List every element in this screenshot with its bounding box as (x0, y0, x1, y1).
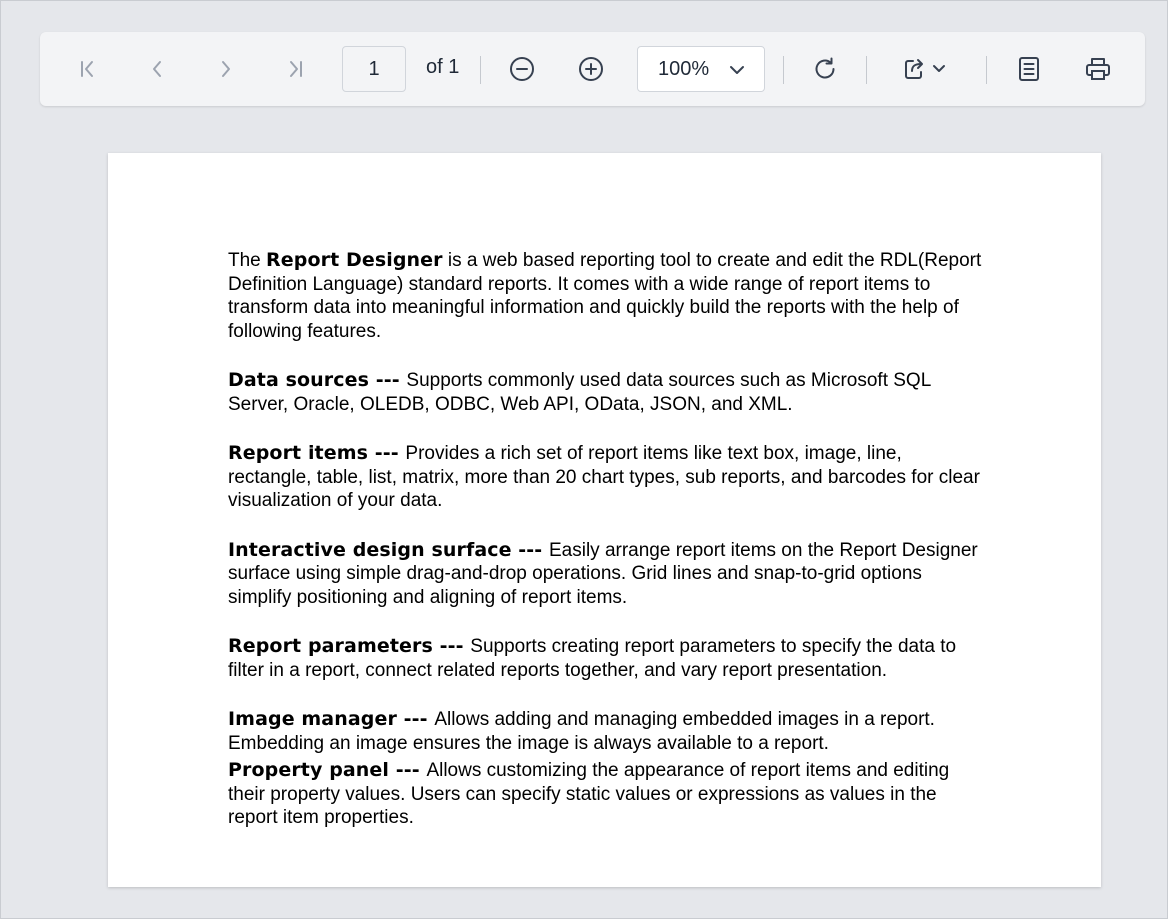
intro-text: The (228, 250, 267, 271)
feature-separator: --- (396, 708, 435, 730)
intro-bold: Report Designer (266, 249, 443, 271)
zoom-out-button[interactable] (506, 53, 538, 85)
toolbar-separator (480, 56, 481, 84)
feature-separator: --- (511, 538, 549, 561)
page-count-label: of 1 (426, 56, 460, 78)
feature-paragraph (228, 759, 988, 830)
toolbar-separator (866, 56, 867, 84)
zoom-in-icon (578, 56, 604, 82)
feature-paragraph (228, 539, 988, 610)
feature-title: Data sources (228, 369, 370, 391)
toolbar-separator (783, 56, 784, 84)
intro-paragraph (228, 249, 988, 343)
zoom-in-button[interactable] (575, 53, 607, 85)
previous-page-icon (146, 58, 168, 80)
feature-separator: --- (432, 635, 471, 657)
zoom-out-icon (509, 56, 535, 82)
previous-page-button[interactable] (141, 53, 173, 85)
feature-paragraph (228, 635, 988, 682)
chevron-down-icon (931, 61, 947, 77)
zoom-dropdown[interactable] (637, 46, 765, 92)
feature-title: Interactive design surface (228, 538, 512, 561)
intro-text: is a web based reporting tool to create and edit the RDL(Report Definition Language) standard reports. It comes with a wide range of report items to transform data into meaningful information and quickly build the reports with the help of following features. (228, 250, 982, 342)
export-button[interactable] (898, 53, 952, 85)
last-page-button[interactable] (279, 53, 311, 85)
print-button[interactable] (1082, 53, 1114, 85)
report-page (108, 153, 1101, 887)
zoom-value: 100% (658, 58, 710, 80)
feature-text: Allows adding and managing embedded images in a report. Embedding an image ensures the image is always available to a report. (228, 709, 935, 754)
refresh-button[interactable] (809, 53, 841, 85)
chevron-down-icon (727, 60, 747, 80)
first-page-icon (77, 58, 99, 80)
print-icon (1084, 56, 1112, 82)
feature-text: Supports creating report parameters to specify the data to filter in a report, connect related reports together, and vary report presentation. (228, 636, 957, 681)
feature-paragraph (228, 369, 988, 416)
next-page-icon (215, 58, 237, 80)
feature-title: Image manager (228, 708, 397, 730)
feature-separator: --- (369, 369, 407, 391)
feature-title: Report parameters (228, 635, 433, 657)
feature-paragraph (228, 442, 988, 513)
current-page-input[interactable] (342, 46, 406, 92)
feature-text: Supports commonly used data sources such as Microsoft SQL Server, Oracle, OLEDB, ODBC, Web API, OData, JSON, and XML. (228, 370, 931, 415)
toolbar-separator (986, 56, 987, 84)
viewer-toolbar (40, 32, 1145, 106)
parameters-panel-icon (1017, 56, 1041, 82)
feature-title: Property panel (228, 759, 390, 781)
export-icon (903, 56, 931, 82)
report-body (228, 249, 988, 856)
feature-text: Provides a rich set of report items like text box, image, line, rectangle, table, list, matrix, more than 20 chart types, sub reports, and barcodes for clear visualization of your data. (228, 443, 980, 511)
last-page-icon (284, 58, 306, 80)
parameters-panel-button[interactable] (1013, 53, 1045, 85)
feature-separator: --- (368, 442, 406, 464)
first-page-button[interactable] (72, 53, 104, 85)
feature-text: Easily arrange report items on the Report Designer surface using simple drag-and-drop operations. Grid lines and snap-to-grid options simplify positioning and aligning of report items. (228, 539, 978, 608)
feature-text: Allows customizing the appearance of report items and editing their property values. Users can specify static values or expressions as values in the report item properties. (228, 760, 950, 828)
refresh-icon (812, 56, 838, 82)
feature-title: Report items (228, 442, 369, 464)
feature-separator: --- (389, 759, 427, 781)
feature-paragraph (228, 708, 988, 755)
next-page-button[interactable] (210, 53, 242, 85)
